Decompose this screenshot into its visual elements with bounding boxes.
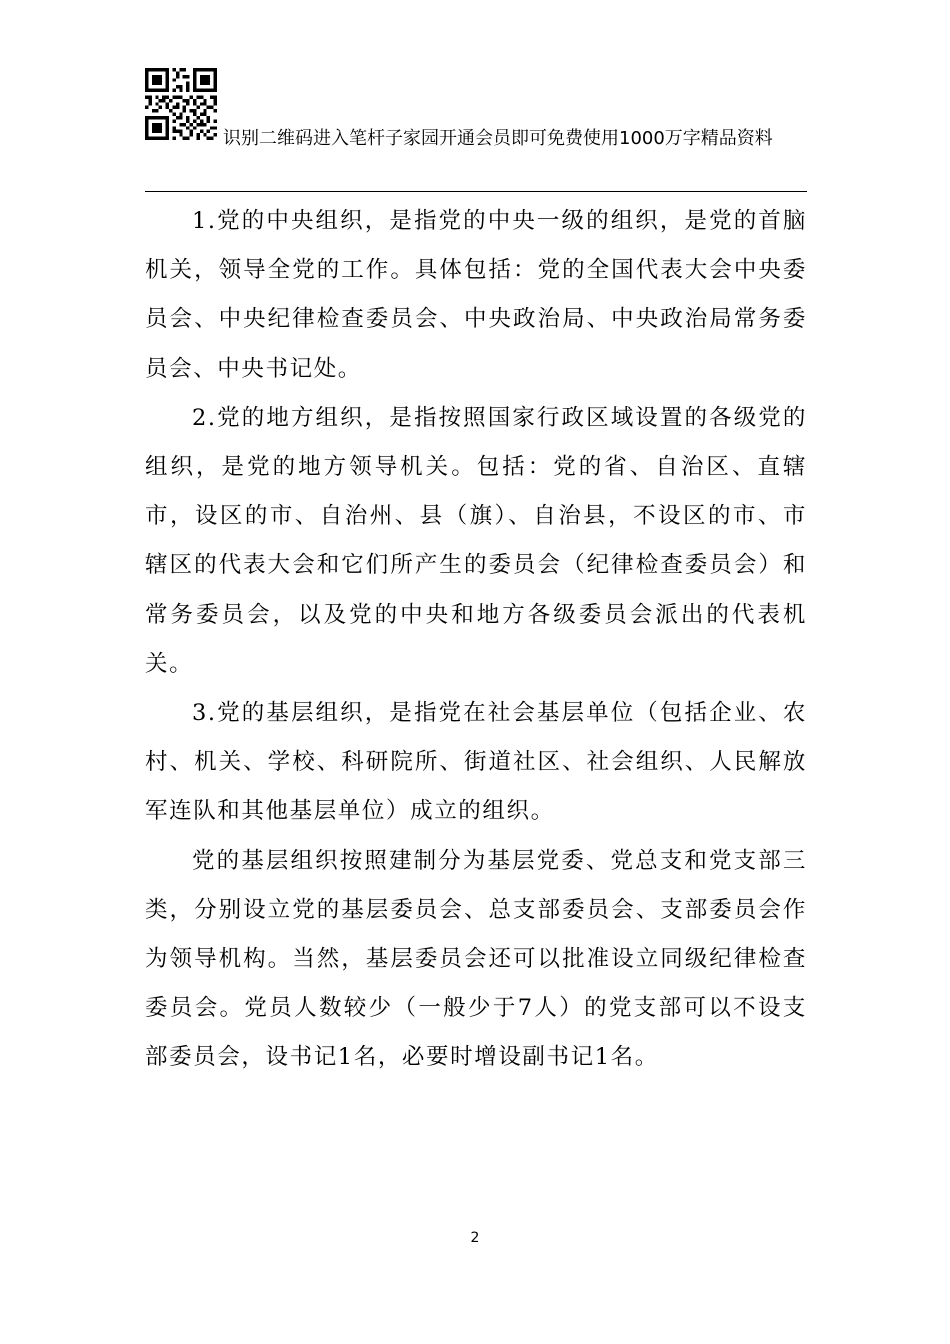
document-body <box>145 197 807 1083</box>
paragraph-local-organization: 2.党的地方组织，是指按照国家行政区域设置的各级党的组织，是党的地方领导机关。包括：党的省、自治区、直辖市，设区的市、自治州、县（旗）、自治县，不设区的市、市辖区的代表大会和它们所产生的委员会（纪律检查委员会）和常务委员会，以及党的中央和地方各级委员会派出的代表机关。 <box>145 404 807 677</box>
paragraph-grassroots-organization: 3.党的基层组织，是指党在社会基层单位（包括企业、农村、机关、学校、科研院所、街道社区、社会组织、人民解放军连队和其他基层单位）成立的组织。 <box>145 700 807 825</box>
paragraph-central-organization: 1.党的中央组织，是指党的中央一级的组织，是党的首脑机关，领导全党的工作。具体包括：党的全国代表大会中央委员会、中央纪律检查委员会、中央政治局、中央政治局常务委员会、中央书记处。 <box>145 208 807 382</box>
page-number: 2 <box>470 1230 480 1246</box>
paragraph-grassroots-structure: 党的基层组织按照建制分为基层党委、党总支和党支部三类，分别设立党的基层委员会、总支部委员会、支部委员会作为领导机构。当然，基层委员会还可以批准设立同级纪律检查委员会。党员人数较少（一般少于7人）的党支部可以不设支部委员会，设书记1名，必要时增设副书记1名。 <box>145 847 807 1071</box>
promo-text: 识别二维码进入笔杆子家园开通会员即可免费使用1000万字精品资料 <box>223 128 773 149</box>
header-divider <box>145 191 807 192</box>
